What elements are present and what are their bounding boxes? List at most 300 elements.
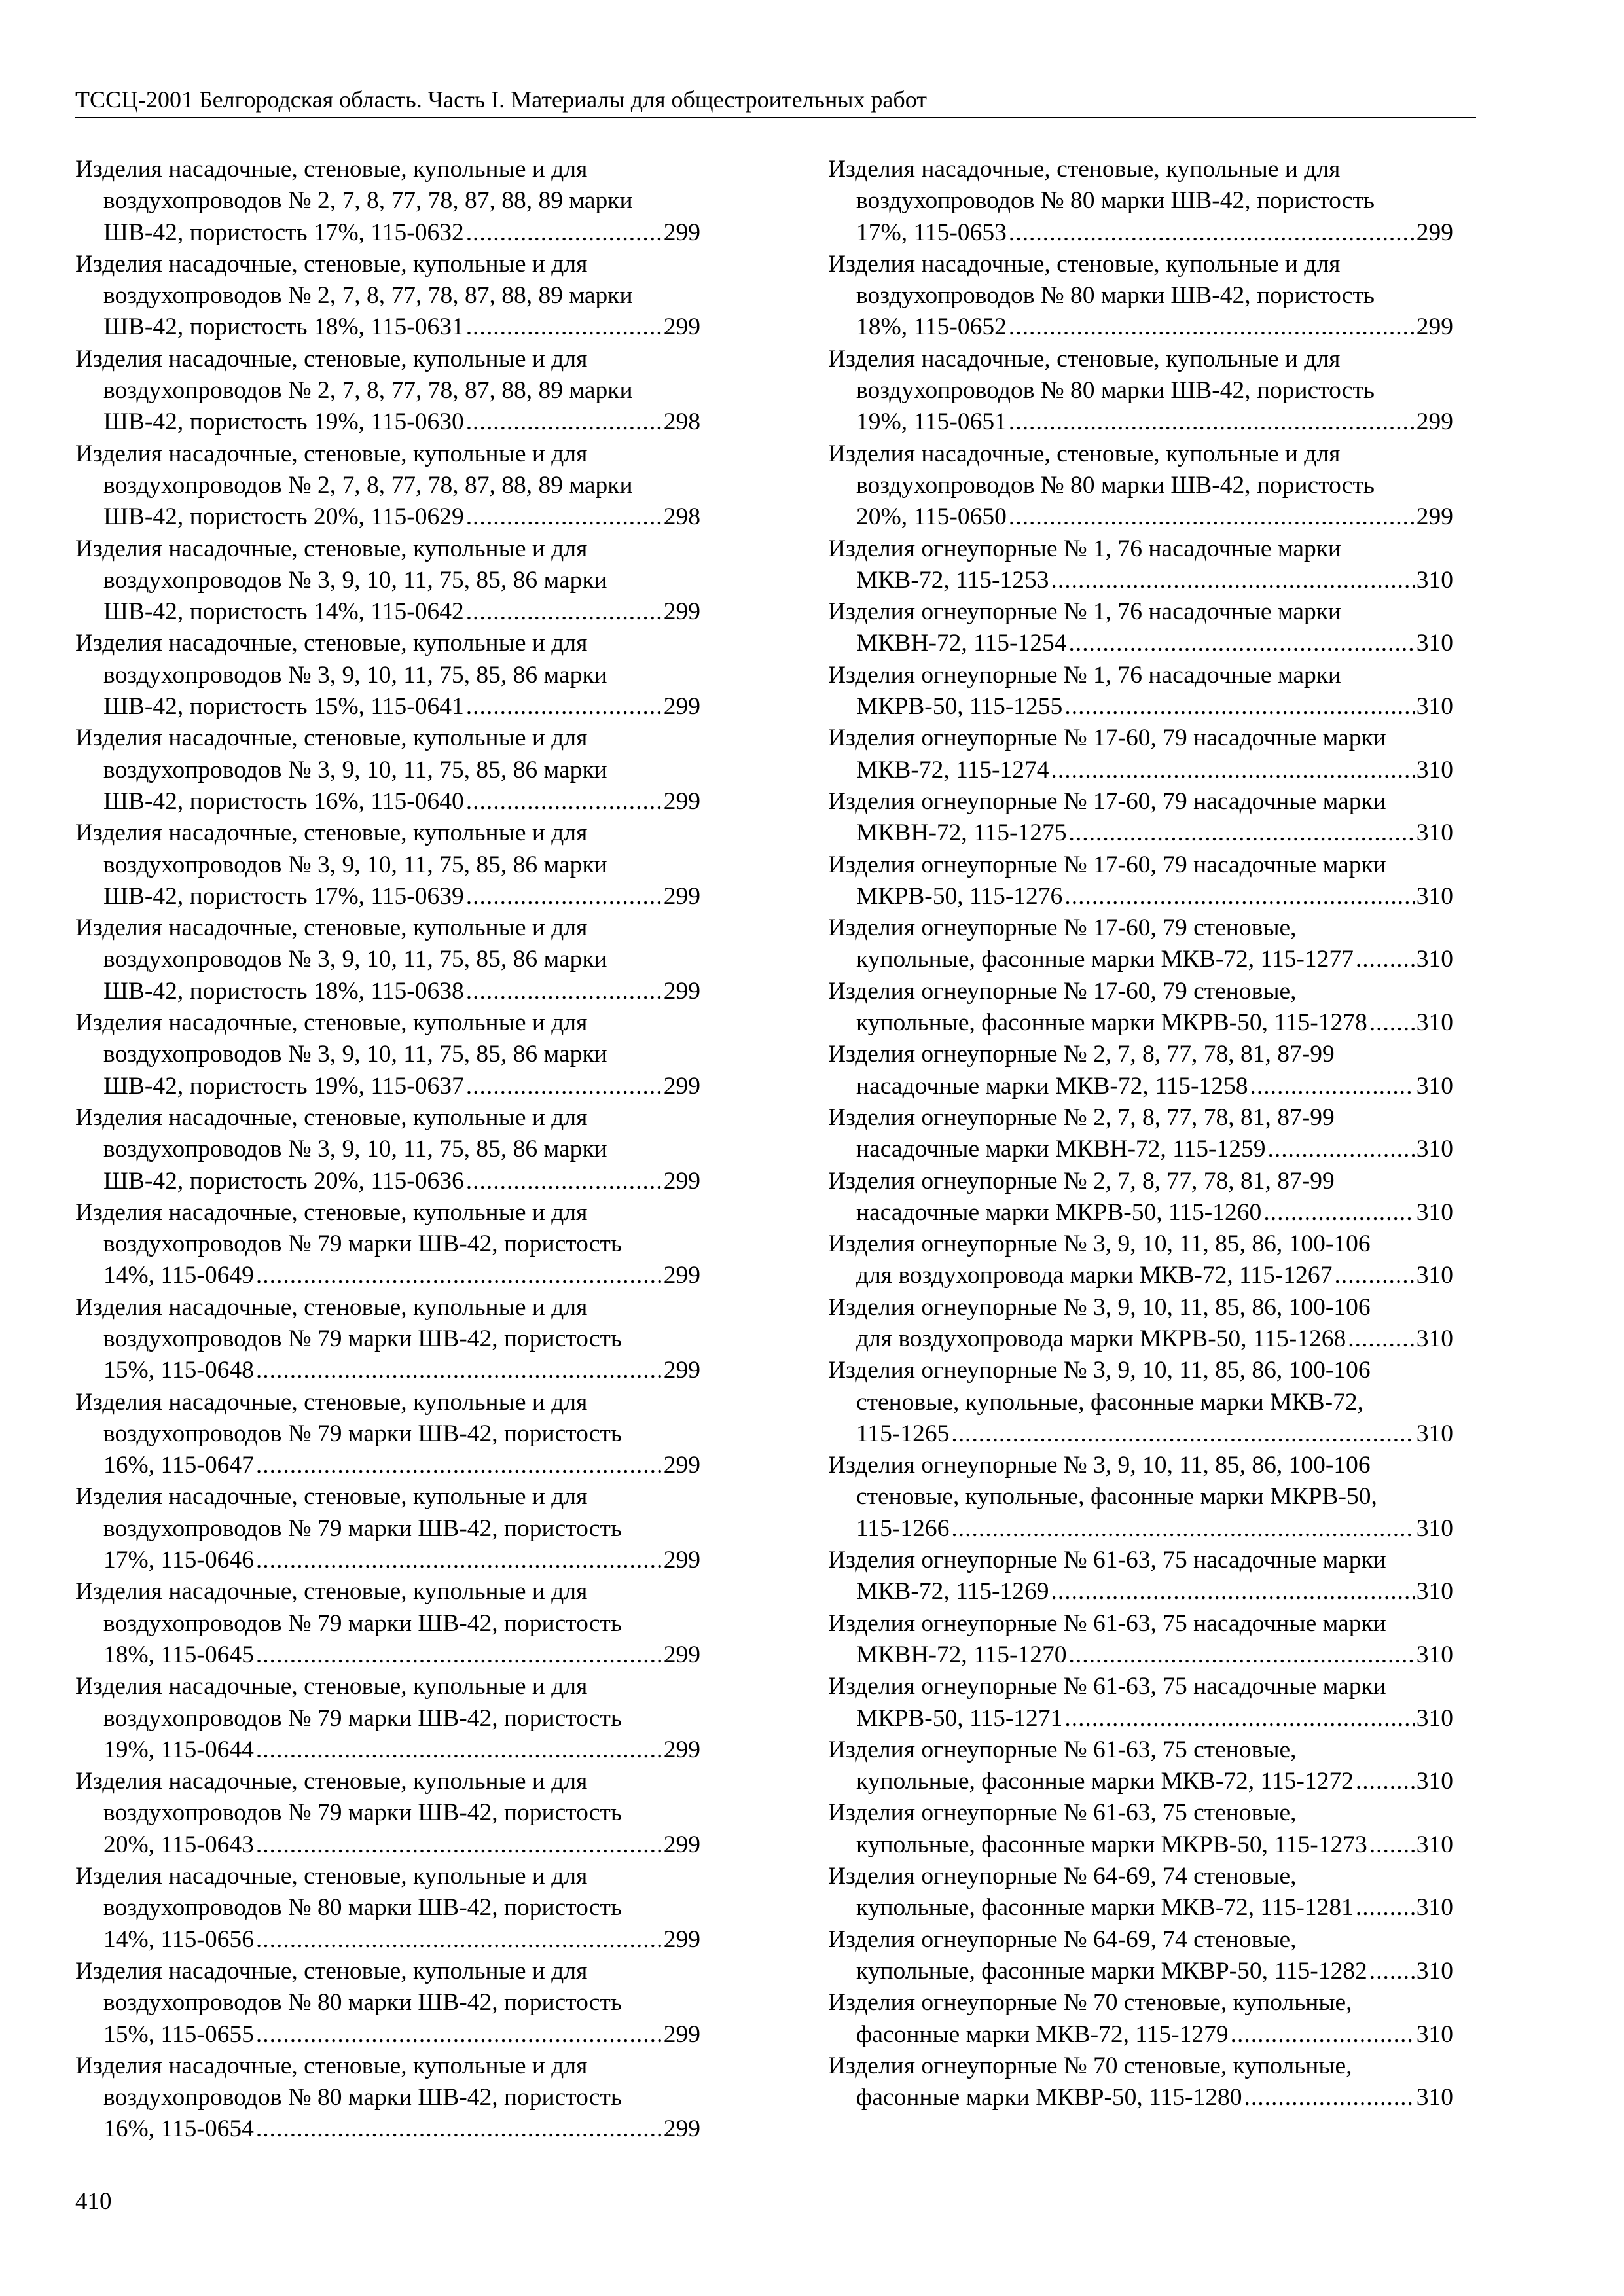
index-entry-text: 18%, 115-0645 [103,1641,254,1668]
dot-leader [1064,691,1414,723]
index-entry-text: 18%, 115-0652 [856,314,1007,341]
index-entry-text: 15%, 115-0648 [103,1357,254,1384]
index-entry-page: 299 [663,1831,700,1858]
index-entry-last-line [828,1892,1453,1924]
index-entry-line: Изделия насадочные, стеновые, купольные и для [828,156,1341,183]
index-entry-text: МКВ-72, 115-1269 [856,1578,1049,1605]
index-entry [828,2051,1453,2114]
index-entry-line: Изделия насадочные, стеновые, купольные и для [75,1388,588,1416]
index-entry-line: воздухопроводов № 80 марки ШВ-42, пористость [103,1894,622,1922]
index-entry-line: Изделия насадочные, стеновые, купольные и для [75,819,588,847]
index-entry-page: 310 [1416,1768,1453,1795]
index-entry-page: 310 [1416,756,1453,783]
index-entry [75,1671,700,1766]
index-entry-last-line [75,217,700,249]
index-entry-text: МКВ-72, 115-1274 [856,756,1049,783]
dot-leader [466,881,662,912]
index-entry [828,912,1453,976]
index-entry-last-line [75,1734,700,1766]
index-entry-text: 14%, 115-0649 [103,1262,254,1289]
index-entry-text: 20%, 115-0650 [856,503,1007,531]
index-entry-last-line [828,1829,1453,1861]
index-entry-page: 299 [663,1452,700,1479]
index-entry-page: 299 [663,598,700,626]
index-entry-line: Изделия насадочные, стеновые, купольные и для [75,1198,588,1226]
dot-leader [1051,755,1414,786]
dot-leader [1348,1323,1414,1355]
index-entry-line: воздухопроводов № 2, 7, 8, 77, 78, 87, 88, 89 марки [103,282,633,310]
index-entry-line: Изделия насадочные, стеновые, купольные и для [828,250,1341,278]
index-entry [828,1861,1453,1924]
index-entry-text: насадочные марки МКВН-72, 115-1259 [856,1136,1266,1163]
index-entry-line: Изделия насадочные, стеновые, купольные и для [75,535,588,562]
index-entry-text: купольные, фасонные марки МКВ-72, 115-1272 [856,1768,1354,1795]
index-entry-line: Изделия огнеупорные № 61-63, 75 стеновые, [828,1736,1297,1763]
index-entry-line: Изделия огнеупорные № 17-60, 79 стеновые, [828,977,1297,1005]
index-entry-text: 16%, 115-0647 [103,1452,254,1479]
index-entry-text: 19%, 115-0651 [856,408,1007,436]
index-entry-line: Изделия огнеупорные № 61-63, 75 насадочные марки [828,1673,1386,1700]
index-entry-line: воздухопроводов № 3, 9, 10, 11, 75, 85, 86 марки [103,1136,607,1163]
index-entry-page: 310 [1416,693,1453,721]
index-entry-text: купольные, фасонные марки МКРВ-50, 115-1278 [856,1009,1367,1037]
index-entry-last-line [75,1071,700,1102]
dot-leader [256,1734,662,1766]
index-entry-line: Изделия насадочные, стеновые, купольные и для [75,630,588,657]
dot-leader [466,691,662,723]
index-entry-text: МКРВ-50, 115-1255 [856,693,1063,721]
dot-leader [1356,944,1415,975]
index-entry-last-line [828,406,1453,438]
index-entry-line: Изделия огнеупорные № 3, 9, 10, 11, 85, 86, 100-106 [828,1452,1371,1479]
index-entry [75,249,700,344]
index-entry [828,723,1453,786]
index-entry-last-line [828,565,1453,596]
index-entry [75,723,700,817]
index-entry-page: 310 [1416,1894,1453,1922]
index-entry-line: Изделия огнеупорные № 70 стеновые, купольные, [828,1989,1352,2017]
index-entry [75,1576,700,1671]
index-entry [828,976,1453,1039]
index-entry-page: 310 [1416,882,1453,910]
index-entry-text: МКВН-72, 115-1275 [856,819,1067,847]
index-entry-line: Изделия насадочные, стеновые, купольные и для [75,725,588,752]
index-entry-line: Изделия насадочные, стеновые, купольные и для [75,1009,588,1037]
index-entry-text: ШВ-42, пористость 20%, 115-0636 [103,1167,464,1194]
index-entry-text: ШВ-42, пористость 18%, 115-0638 [103,977,464,1005]
dot-leader [1069,1640,1415,1671]
index-entry-line: Изделия огнеупорные № 70 стеновые, купольные, [828,2052,1352,2079]
index-entry-text: для воздухопровода марки МКВ-72, 115-1267 [856,1262,1333,1289]
index-entry-line: Изделия насадочные, стеновые, купольные и для [75,1483,588,1511]
index-entry [828,533,1453,597]
index-entry-line: воздухопроводов № 3, 9, 10, 11, 75, 85, 86 марки [103,566,607,594]
index-entry-line: воздухопроводов № 79 марки ШВ-42, пористость [103,1799,622,1827]
index-entry-line: Изделия огнеупорные № 2, 7, 8, 77, 78, 81, 87-99 [828,1103,1335,1131]
dot-leader [1356,1892,1415,1924]
index-entry-text: 19%, 115-0644 [103,1736,254,1763]
index-entry [828,439,1453,533]
index-entry-page: 299 [663,693,700,721]
index-entry-page: 299 [1416,314,1453,341]
index-entry-page: 299 [663,1547,700,1574]
index-entry-last-line [75,596,700,628]
index-entry-last-line [828,1766,1453,1797]
index-entry-line: воздухопроводов № 80 марки ШВ-42, пористость [856,187,1375,215]
index-entry [75,154,700,249]
index-entry-line: Изделия огнеупорные № 17-60, 79 насадочные марки [828,787,1386,815]
index-entry-last-line [828,1956,1453,1987]
index-entry [828,249,1453,344]
index-entry-line: стеновые, купольные, фасонные марки МКВ-72, [856,1388,1363,1416]
index-entry-line: Изделия огнеупорные № 3, 9, 10, 11, 85, 86, 100-106 [828,1230,1371,1258]
index-entry-line: Изделия огнеупорные № 1, 76 насадочные марки [828,661,1342,689]
index-entry [75,344,700,439]
index-entry-line: Изделия огнеупорные № 61-63, 75 насадочные марки [828,1547,1386,1574]
dot-leader [1334,1260,1414,1291]
dot-leader [1009,312,1415,343]
index-entry-line: Изделия насадочные, стеновые, купольные и для [75,1863,588,1890]
index-entry [828,1545,1453,1608]
index-entry [828,1671,1453,1734]
index-entry [75,1481,700,1576]
index-entry-text: насадочные марки МКВ-72, 115-1258 [856,1072,1248,1100]
index-entry-line: воздухопроводов № 80 марки ШВ-42, пористость [856,282,1375,310]
index-entry-line: Изделия насадочные, стеновые, купольные и для [75,1103,588,1131]
index-entry-line: Изделия насадочные, стеновые, купольные и для [75,440,588,467]
index-entry-page: 310 [1416,1957,1453,1984]
index-entry-last-line [828,2019,1453,2051]
dot-leader [1064,1703,1414,1734]
dot-leader [256,1450,662,1481]
index-entry-line: воздухопроводов № 80 марки ШВ-42, пористость [856,377,1375,404]
index-entry-page: 299 [663,787,700,815]
index-entry-page: 310 [1416,1578,1453,1605]
dot-leader [1263,1197,1414,1229]
index-entry-line: Изделия насадочные, стеновые, купольные и для [828,440,1341,467]
index-entry-page: 299 [1416,219,1453,246]
index-entry [75,1861,700,1956]
index-entry-last-line [828,691,1453,723]
index-entry-last-line [75,312,700,343]
index-entry-text: для воздухопровода марки МКРВ-50, 115-1268 [856,1325,1346,1352]
index-entry [75,1007,700,1102]
index-entry [75,1766,700,1861]
index-entry-page: 299 [663,977,700,1005]
dot-leader [256,1545,662,1576]
index-entry-last-line [828,1260,1453,1291]
dot-leader [466,406,662,438]
index-entry-page: 310 [1416,1198,1453,1226]
running-header: ТССЦ-2001 Белгородская область. Часть I. Материалы для общестроительных работ [75,84,1476,118]
index-entry [75,439,700,533]
index-entry-line: Изделия огнеупорные № 1, 76 насадочные марки [828,535,1342,562]
index-entry-line: воздухопроводов № 3, 9, 10, 11, 75, 85, 86 марки [103,661,607,689]
index-entry-last-line [75,1829,700,1861]
index-entry-page: 299 [1416,503,1453,531]
index-entry-line: Изделия огнеупорные № 61-63, 75 насадочные марки [828,1609,1386,1637]
dot-leader [466,596,662,628]
index-entry-line: Изделия огнеупорные № 2, 7, 8, 77, 78, 81, 87-99 [828,1167,1335,1194]
index-entry-text: 115-1266 [856,1515,950,1542]
index-entry-line: воздухопроводов № 79 марки ШВ-42, пористость [103,1420,622,1447]
index-entry-text: МКВН-72, 115-1270 [856,1641,1067,1668]
index-entry-page: 310 [1416,1325,1453,1352]
index-entry-page: 310 [1416,1704,1453,1732]
index-entry-text: фасонные марки МКВ-72, 115-1279 [856,2020,1229,2048]
index-entry-line: Изделия насадочные, стеновые, купольные и для [75,1957,588,1984]
dot-leader [1009,217,1415,249]
dot-leader [1051,565,1414,596]
index-entry [828,1924,1453,1988]
index-entry [828,154,1453,249]
index-entry-last-line [828,1071,1453,1102]
index-entry-page: 299 [663,2020,700,2048]
index-entry-last-line [828,2082,1453,2113]
index-entry-page: 299 [663,1167,700,1194]
index-entry [828,1166,1453,1229]
index-entry-last-line [828,1576,1453,1607]
index-entry-last-line [75,2113,700,2145]
dot-leader [466,1166,662,1197]
dot-leader [1369,1007,1415,1039]
index-entry [828,1450,1453,1545]
index-entry-text: 17%, 115-0653 [856,219,1007,246]
index-entry [828,596,1453,660]
index-entry-line: Изделия насадочные, стеновые, купольные и для [75,250,588,278]
dot-leader [256,2019,662,2051]
dot-leader [1356,1766,1415,1797]
index-entry [828,1229,1453,1292]
index-entry-last-line [75,1166,700,1197]
dot-leader [256,1355,662,1386]
index-entry-line: Изделия огнеупорные № 17-60, 79 стеновые, [828,914,1297,942]
dot-leader [1250,1071,1414,1102]
index-entry-last-line [75,976,700,1007]
index-entry-last-line [828,1007,1453,1039]
index-entry [75,912,700,1007]
index-entry-line: Изделия насадочные, стеновые, купольные и для [75,914,588,942]
index-entry-text: МКВН-72, 115-1254 [856,630,1067,657]
dot-leader [466,1071,662,1102]
index-entry-last-line [75,1260,700,1291]
index-entry-line: Изделия насадочные, стеновые, купольные и для [75,345,588,372]
dot-leader [256,1924,662,1956]
index-entry-last-line [75,786,700,817]
index-entry [828,786,1453,850]
dot-leader [1369,1829,1415,1861]
index-entry-line: воздухопроводов № 3, 9, 10, 11, 75, 85, 86 марки [103,1041,607,1068]
dot-leader [1009,406,1415,438]
index-entry-line: Изделия насадочные, стеновые, купольные и для [75,156,588,183]
index-entry-line: Изделия насадочные, стеновые, купольные и для [75,1293,588,1321]
index-entry-text: ШВ-42, пористость 19%, 115-0630 [103,408,464,436]
index-entry-text: купольные, фасонные марки МКРВ-50, 115-1273 [856,1831,1367,1858]
index-entry [75,1387,700,1482]
index-entry [828,1292,1453,1355]
dot-leader [1009,501,1415,533]
index-entry-page: 299 [663,1736,700,1763]
dot-leader [1069,817,1415,849]
index-entry-line: воздухопроводов № 80 марки ШВ-42, пористость [103,2084,622,2111]
dot-leader [951,1513,1414,1545]
index-entry [75,2051,700,2145]
index-entry-text: МКВ-72, 115-1253 [856,566,1049,594]
index-entry-page: 310 [1416,1072,1453,1100]
dot-leader [1069,628,1415,659]
index-entry [75,1956,700,2051]
dot-leader [1268,1134,1415,1165]
index-entry-line: Изделия насадочные, стеновые, купольные и для [75,1673,588,1700]
index-entry-page: 310 [1416,566,1453,594]
index-entry-last-line [75,406,700,438]
index-entry-page: 310 [1416,2084,1453,2111]
dot-leader [466,312,662,343]
dot-leader [1231,2019,1415,2051]
index-entry-line: воздухопроводов № 3, 9, 10, 11, 75, 85, 86 марки [103,851,607,878]
index-entry-text: 115-1265 [856,1420,950,1447]
index-entry-text: 20%, 115-0643 [103,1831,254,1858]
page-number: 410 [75,2188,112,2215]
index-entry-text: ШВ-42, пористость 19%, 115-0637 [103,1072,464,1100]
dot-leader [256,1260,662,1291]
index-entry-last-line [75,691,700,723]
index-entry-line: воздухопроводов № 79 марки ШВ-42, пористость [103,1704,622,1732]
index-entry-last-line [828,755,1453,786]
index-entry-line: Изделия огнеупорные № 17-60, 79 насадочные марки [828,725,1386,752]
index-entry [75,1292,700,1387]
index-entry-text: МКРВ-50, 115-1271 [856,1704,1063,1732]
index-entry-line: Изделия огнеупорные № 3, 9, 10, 11, 85, 86, 100-106 [828,1293,1371,1321]
index-entry-text: 15%, 115-0655 [103,2020,254,2048]
index-entry-text: купольные, фасонные марки МКВ-72, 115-1281 [856,1894,1354,1922]
index-entry-line: воздухопроводов № 79 марки ШВ-42, пористость [103,1325,622,1352]
index-entry-page: 310 [1416,1420,1453,1447]
index-entry-last-line [828,217,1453,249]
index-entry-page: 299 [663,1926,700,1953]
index-entry-line: стеновые, купольные, фасонные марки МКРВ-50, [856,1483,1377,1511]
index-entry-text: ШВ-42, пористость 17%, 115-0639 [103,882,464,910]
dot-leader [1051,1576,1414,1607]
index-entry-text: ШВ-42, пористость 16%, 115-0640 [103,787,464,815]
index-entry-line: воздухопроводов № 79 марки ШВ-42, пористость [103,1609,622,1637]
index-entry-page: 299 [663,1357,700,1384]
index-entry-page: 299 [663,2115,700,2143]
index-entry-line: воздухопроводов № 79 марки ШВ-42, пористость [103,1515,622,1542]
dot-leader [1369,1956,1415,1987]
index-entry-line: Изделия огнеупорные № 61-63, 75 стеновые, [828,1799,1297,1827]
index-column-right [828,154,1453,2113]
dot-leader [1244,2082,1415,2113]
index-entry-line: воздухопроводов № 2, 7, 8, 77, 78, 87, 88, 89 марки [103,187,633,215]
index-entry [828,1734,1453,1798]
index-entry-last-line [828,817,1453,849]
index-entry-last-line [828,1640,1453,1671]
index-entry-line: Изделия насадочные, стеновые, купольные и для [75,1578,588,1605]
index-entry-last-line [828,1197,1453,1229]
index-entry [828,1039,1453,1102]
index-entry-line: Изделия насадочные, стеновые, купольные и для [828,345,1341,372]
index-entry-last-line [75,1355,700,1386]
index-entry-last-line [828,1323,1453,1355]
index-entry [828,660,1453,723]
index-entry-last-line [828,628,1453,659]
index-entry-page: 298 [663,503,700,531]
dot-leader [466,786,662,817]
index-entry-last-line [75,1924,700,1956]
index-entry-line: Изделия огнеупорные № 64-69, 74 стеновые, [828,1926,1297,1953]
index-entry-line: Изделия насадочные, стеновые, купольные и для [75,2052,588,2079]
index-entry-last-line [75,2019,700,2051]
index-entry-page: 310 [1416,1262,1453,1289]
index-entry-last-line [75,881,700,912]
index-entry-last-line [828,312,1453,343]
index-entry-last-line [75,1640,700,1671]
index-entry-page: 310 [1416,1136,1453,1163]
index-entry-last-line [828,501,1453,533]
index-entry-line: Изделия огнеупорные № 2, 7, 8, 77, 78, 81, 87-99 [828,1041,1335,1068]
index-entry-last-line [75,1450,700,1481]
index-entry-page: 299 [663,1072,700,1100]
index-entry-line: воздухопроводов № 80 марки ШВ-42, пористость [103,1989,622,2017]
index-entry-text: купольные, фасонные марки МКВР-50, 115-1282 [856,1957,1367,1984]
index-entry [828,1102,1453,1166]
index-entry-line: воздухопроводов № 3, 9, 10, 11, 75, 85, 86 марки [103,946,607,973]
dot-leader [256,1640,662,1671]
index-entry [828,344,1453,439]
index-entry-page: 310 [1416,630,1453,657]
index-entry-page: 310 [1416,1009,1453,1037]
index-entry-page: 298 [663,408,700,436]
index-entry-page: 299 [663,882,700,910]
index-entry-line: Изделия огнеупорные № 64-69, 74 стеновые, [828,1863,1297,1890]
index-entry [75,1197,700,1292]
index-entry-text: 17%, 115-0646 [103,1547,254,1574]
dot-leader [466,501,662,533]
dot-leader [951,1418,1414,1450]
index-entry-last-line [828,1418,1453,1450]
index-entry-line: воздухопроводов № 2, 7, 8, 77, 78, 87, 88, 89 марки [103,377,633,404]
index-entry-page: 310 [1416,2020,1453,2048]
index-entry-last-line [75,501,700,533]
index-entry-text: МКРВ-50, 115-1276 [856,882,1063,910]
index-entry [75,533,700,628]
index-entry-page: 299 [1416,408,1453,436]
index-entry-text: ШВ-42, пористость 17%, 115-0632 [103,219,464,246]
index-entry-last-line [828,944,1453,975]
index-entry [75,817,700,912]
index-entry-text: 14%, 115-0656 [103,1926,254,1953]
index-entry-page: 299 [663,314,700,341]
index-entry-text: фасонные марки МКВР-50, 115-1280 [856,2084,1242,2111]
index-entry-text: насадочные марки МКРВ-50, 115-1260 [856,1198,1262,1226]
index-entry-text: ШВ-42, пористость 14%, 115-0642 [103,598,464,626]
dot-leader [466,976,662,1007]
index-entry-line: Изделия насадочные, стеновые, купольные и для [75,1768,588,1795]
index-entry-last-line [75,1545,700,1576]
index-entry-page: 310 [1416,819,1453,847]
dot-leader [256,2113,662,2145]
index-entry [75,628,700,723]
index-entry-page: 310 [1416,1515,1453,1542]
dot-leader [466,217,662,249]
index-entry-text: 16%, 115-0654 [103,2115,254,2143]
index-entry-line: воздухопроводов № 2, 7, 8, 77, 78, 87, 88, 89 марки [103,471,633,499]
index-column-left [75,154,700,2145]
index-entry-page: 299 [663,219,700,246]
index-entry-line: воздухопроводов № 80 марки ШВ-42, пористость [856,471,1375,499]
index-entry [828,1608,1453,1672]
